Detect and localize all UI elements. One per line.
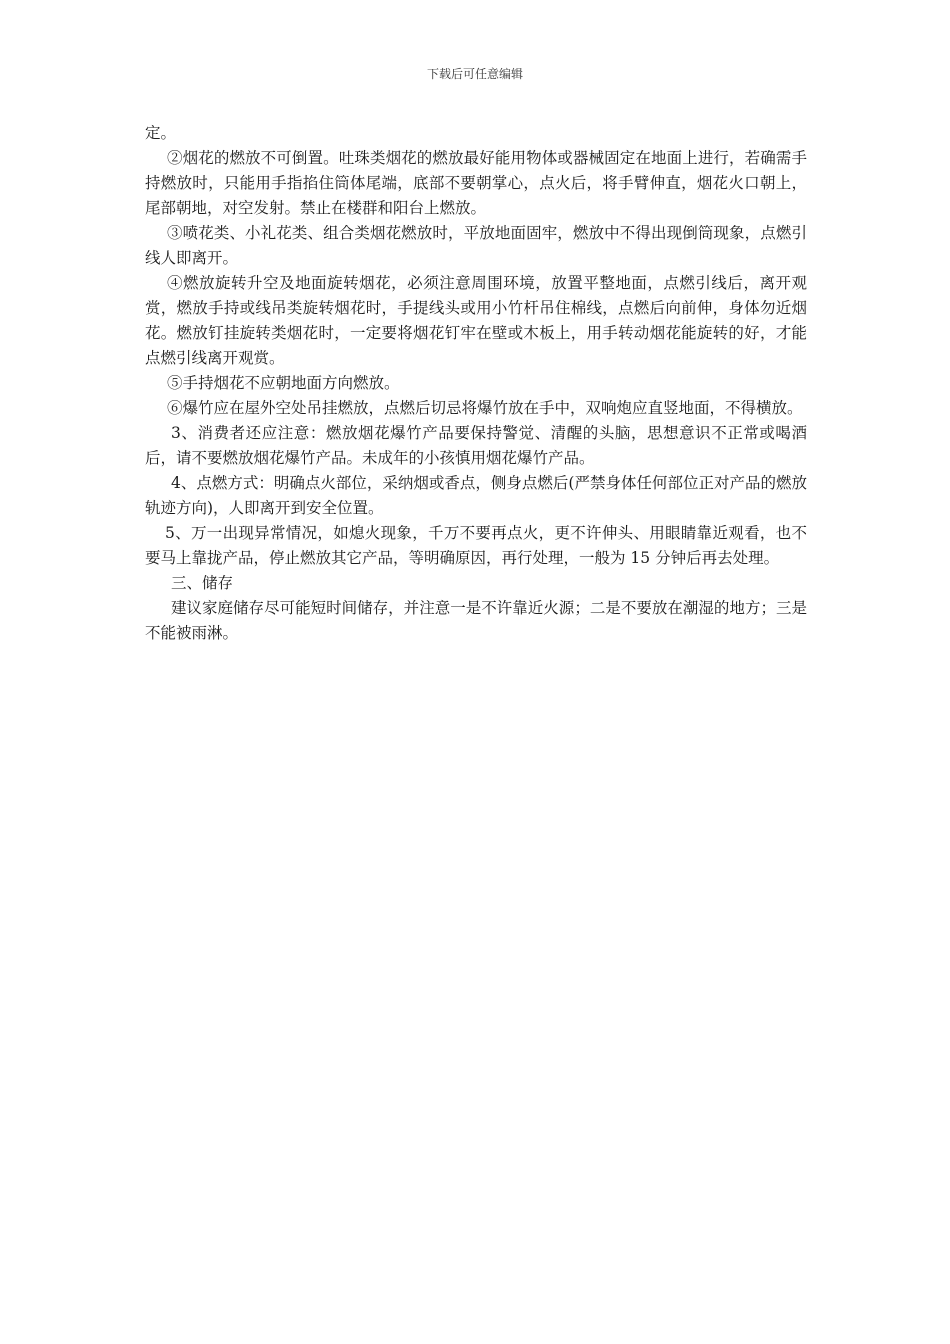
paragraph-section-4: 4、点燃方式：明确点火部位，采纳烟或香点，侧身点燃后(严禁身体任何部位正对产品的燃放轨迹方向)，人即离开到安全位置。 [145,474,807,517]
paragraph-item-2: ②烟花的燃放不可倒置。吐珠类烟花的燃放最好能用物体或器械固定在地面上进行，若确需手持燃放时，只能用手指掐住筒体尾端，底部不要朝掌心，点火后，将手臂伸直，烟花火口朝上，尾部朝地，对空发射。禁止在楼群和阳台上燃放。 [145,149,807,217]
paragraph-section-3: 3、消费者还应注意：燃放烟花爆竹产品要保持警觉、清醒的头脑，思想意识不正常或喝酒后，请不要燃放烟花爆竹产品。未成年的小孩慎用烟花爆竹产品。 [145,424,807,467]
paragraph-item-6: ⑥爆竹应在屋外空处吊挂燃放，点燃后切忌将爆竹放在手中，双响炮应直竖地面，不得横放。 [167,399,803,417]
paragraph-item-5: ⑤手持烟花不应朝地面方向燃放。 [167,374,400,392]
document-body [145,121,807,646]
paragraph-continuation: 定。 [145,124,177,142]
paragraph-item-4: ④燃放旋转升空及地面旋转烟花，必须注意周围环境，放置平整地面，点燃引线后，离开观赏，燃放手持或线吊类旋转烟花时，手提线头或用小竹杆吊住棉线，点燃后向前伸，身体勿近烟花。燃放钉挂旋转类烟花时，一定要将烟花钉牢在壁或木板上，用手转动烟花能旋转的好，才能点燃引线离开观赏。 [145,274,807,367]
paragraph-section-5: 5、万一出现异常情况，如熄火现象，千万不要再点火，更不许伸头、用眼睛靠近观看，也不要马上靠拢产品，停止燃放其它产品，等明确原因，再行处理，一般为 15 分钟后再去处理。 [145,524,807,567]
paragraph-item-3: ③喷花类、小礼花类、组合类烟花燃放时，平放地面固牢，燃放中不得出现倒筒现象，点燃引线人即离开。 [145,224,807,267]
paragraph-storage: 建议家庭储存尽可能短时间储存，并注意一是不许靠近火源；二是不要放在潮湿的地方；三是不能被雨淋。 [145,599,807,642]
section-heading-storage: 三、储存 [171,574,234,592]
page-header: 下载后可任意编辑 [426,67,523,81]
